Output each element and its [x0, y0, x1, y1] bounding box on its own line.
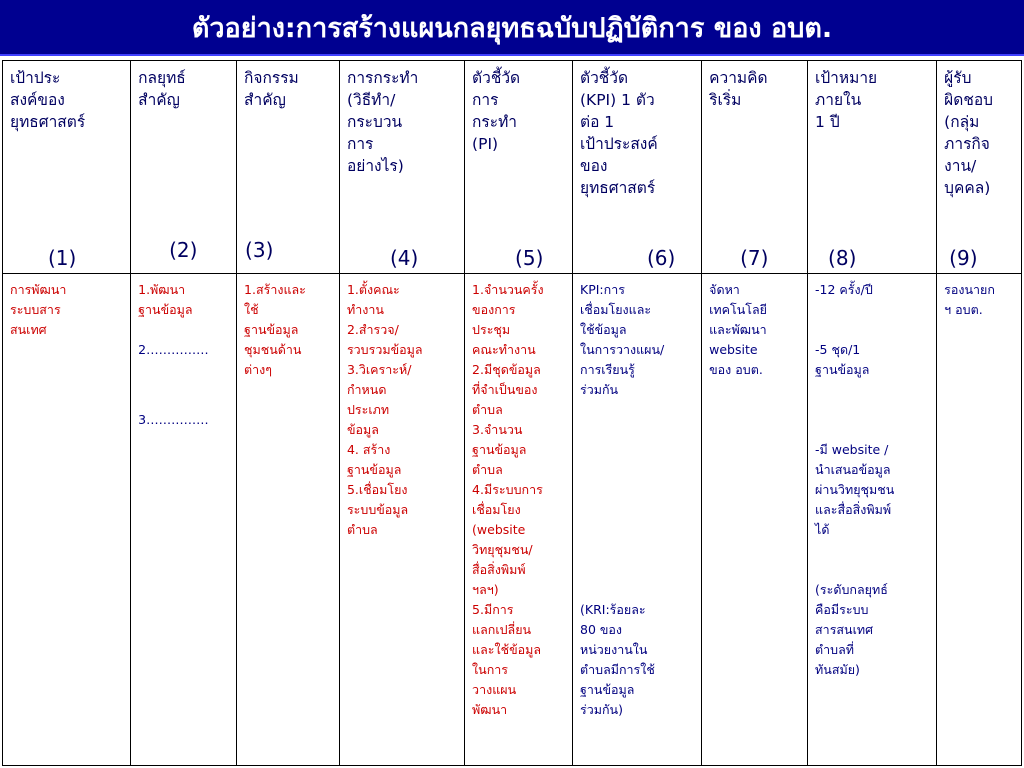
header-responsible: ผู้รับ ผิดชอบ (กลุ่ม ภารกิจ งาน/ บุคคล) (9): [937, 61, 1022, 274]
cell-action: 1.ตั้งคณะ ทำงาน 2.สำรวจ/ รวบรวมข้อมูล 3.วิเคราะห์/ กำหนด ประเภท ข้อมูล 4. สร้าง ฐานข้อมูล 5.เชื่อมโยง ระบบข้อมูล ตำบล: [339, 274, 464, 766]
cell-target: -12 ครั้ง/ปี -5 ชุด/1 ฐานข้อมูล -มี website / นำเสนอข้อมูล ผ่านวิทยุชุมชน และสื่อสิ่งพิมพ์ ได้ (ระดับกลยุทธ์ คือมีระบบ สารสนเทศ ตำบลที่ ทันสมัย): [808, 274, 937, 766]
cell-goal: การพัฒนา ระบบสาร สนเทศ: [3, 274, 131, 766]
strategy-plan-table: [2, 60, 1022, 766]
header-goal: เป้าประ สงค์ของ ยุทธศาสตร์ (1): [3, 61, 131, 274]
header-action: การกระทำ (วิธีทำ/ กระบวน การ อย่างไร) (4): [339, 61, 464, 274]
cell-pi: 1.จำนวนครั้ง ของการ ประชุม คณะทำงาน 2.มีชุดข้อมูล ที่จำเป็นของ ตำบล 3.จำนวน ฐานข้อมูล ตำบล 4.มีระบบการ เชื่อมโยง (website วิทยุชุมชน/ สื่อสิ่งพิมพ์ ฯลฯ) 5.มีการ แลกเปลี่ยน และใช้ข้อมูล ในการ วางแผน พัฒนา: [465, 274, 573, 766]
header-pi: ตัวชี้วัด การ กระทำ (PI) (5): [465, 61, 573, 274]
header-initiative: ความคิด ริเริ่ม (7): [702, 61, 808, 274]
header-num: (3): [245, 238, 274, 262]
header-kpi: ตัวชี้วัด (KPI) 1 ตัว ต่อ 1 เป้าประสงค์ ของ ยุทธศาสตร์ (6): [573, 61, 702, 274]
page-title: ตัวอย่าง:การสร้างแผนกลยุทธฉบับปฏิบัติการ ของ อบต.: [191, 12, 833, 44]
cell-initiative: จัดหา เทคโนโลยี และพัฒนา website ของ อบต.: [702, 274, 808, 766]
header-num: (5): [515, 246, 544, 270]
cell-activity: 1.สร้างและ ใช้ ฐานข้อมูล ชุมชนด้าน ต่างๆ: [237, 274, 340, 766]
header-num: (9): [949, 246, 978, 270]
header-num: (8): [828, 246, 857, 270]
title-bar: [0, 0, 1024, 56]
cell-responsible: รองนายก ฯ อบต.: [937, 274, 1022, 766]
header-target: เป้าหมาย ภายใน 1 ปี (8): [808, 61, 937, 274]
header-strategy: กลยุทธ์ สำคัญ (2): [131, 61, 237, 274]
cell-kpi: KPI:การ เชื่อมโยงและ ใช้ข้อมูล ในการวางแผน/ การเรียนรู้ ร่วมกัน (KRI:ร้อยละ 80 ของ หน่วยงานใน ตำบลมีการใช้ ฐานข้อมูล ร่วมกัน): [573, 274, 702, 766]
header-num: (7): [740, 246, 769, 270]
header-num: (1): [48, 246, 77, 270]
header-num: (6): [647, 246, 676, 270]
cell-strategy: 1.พัฒนา ฐานข้อมูล 2…………… 3……………: [131, 274, 237, 766]
header-num: (4): [389, 246, 419, 270]
table-row: [3, 274, 1022, 766]
header-num: (2): [169, 238, 198, 262]
header-row: [3, 61, 1022, 274]
header-activity: กิจกรรม สำคัญ (3): [237, 61, 340, 274]
